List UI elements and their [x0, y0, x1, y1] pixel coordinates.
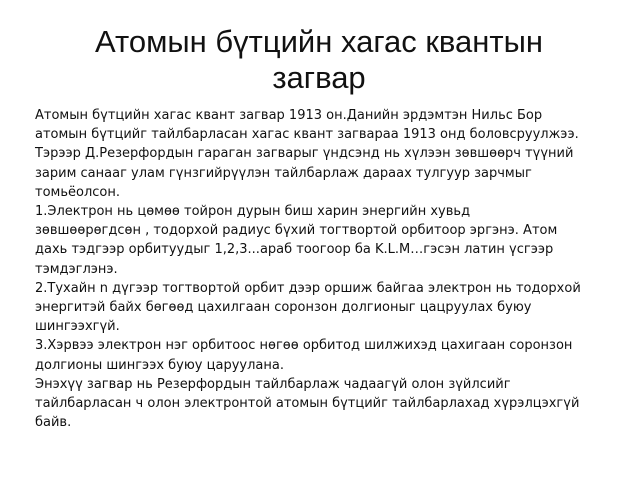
body-line: шингээхгүй.: [35, 319, 120, 335]
slide-body-text: [35, 106, 615, 432]
body-line: энергитэй байх бөгөөд цахилгаан соронзон долгионыг цацруулах буюу: [35, 300, 532, 316]
body-line: Тэрээр Д.Резерфордын гараган загварыг үндсэнд нь хүлээн зөвшөөрч түүний: [35, 146, 574, 162]
slide-title-line: загвар: [272, 60, 366, 95]
body-line: долгионы шингээх буюу царуулана.: [35, 357, 284, 373]
body-line: 1.Электрон нь цөмөө тойрон дурын биш харин энергийн хувьд: [35, 204, 471, 220]
body-line: зөвшөөрөгдсөн , тодорхой радиус бүхий тогтвортой орбитоор эргэнэ. Атом: [35, 223, 558, 239]
body-line: дахь тэдгээр орбитуудыг 1,2,3...араб тоогоор ба K.L.M…гэсэн латин үсгээр: [35, 242, 554, 258]
body-line: томьёолсон.: [35, 184, 120, 200]
body-line: 3.Хэрвээ электрон нэг орбитоос нөгөө орбитод шилжихэд цахигаан соронзон: [35, 338, 573, 354]
body-line: тайлбарласан ч олон электронтой атомын бүтцийг тайлбарлахад хүрэлцэхгүй: [35, 396, 580, 412]
body-line: зарим санааг улам гүнзгийрүүлэн тайлбарлаж дараах тулгуур зарчмыг: [35, 165, 532, 181]
body-line: тэмдэглэнэ.: [35, 261, 118, 277]
slide-title-line: Атомын бүтцийн хагас квантын: [94, 24, 543, 59]
body-line: байв.: [35, 415, 72, 431]
body-line: Атомын бүтцийн хагас квант загвар 1913 он.Данийн эрдэмтэн Нильс Бор: [35, 108, 543, 123]
slide-title: [60, 24, 578, 96]
body-line: 2.Тухайн n дүгээр тогтвортой орбит дээр оршиж байгаа электрон нь тодорхой: [35, 280, 581, 296]
body-line: Энэхүү загвар нь Резерфордын тайлбарлаж чадаагүй олон зүйлсийг: [35, 376, 511, 392]
body-line: атомын бүтцийг тайлбарласан хагас квант загвараа 1913 онд боловсруулжээ.: [35, 127, 579, 143]
